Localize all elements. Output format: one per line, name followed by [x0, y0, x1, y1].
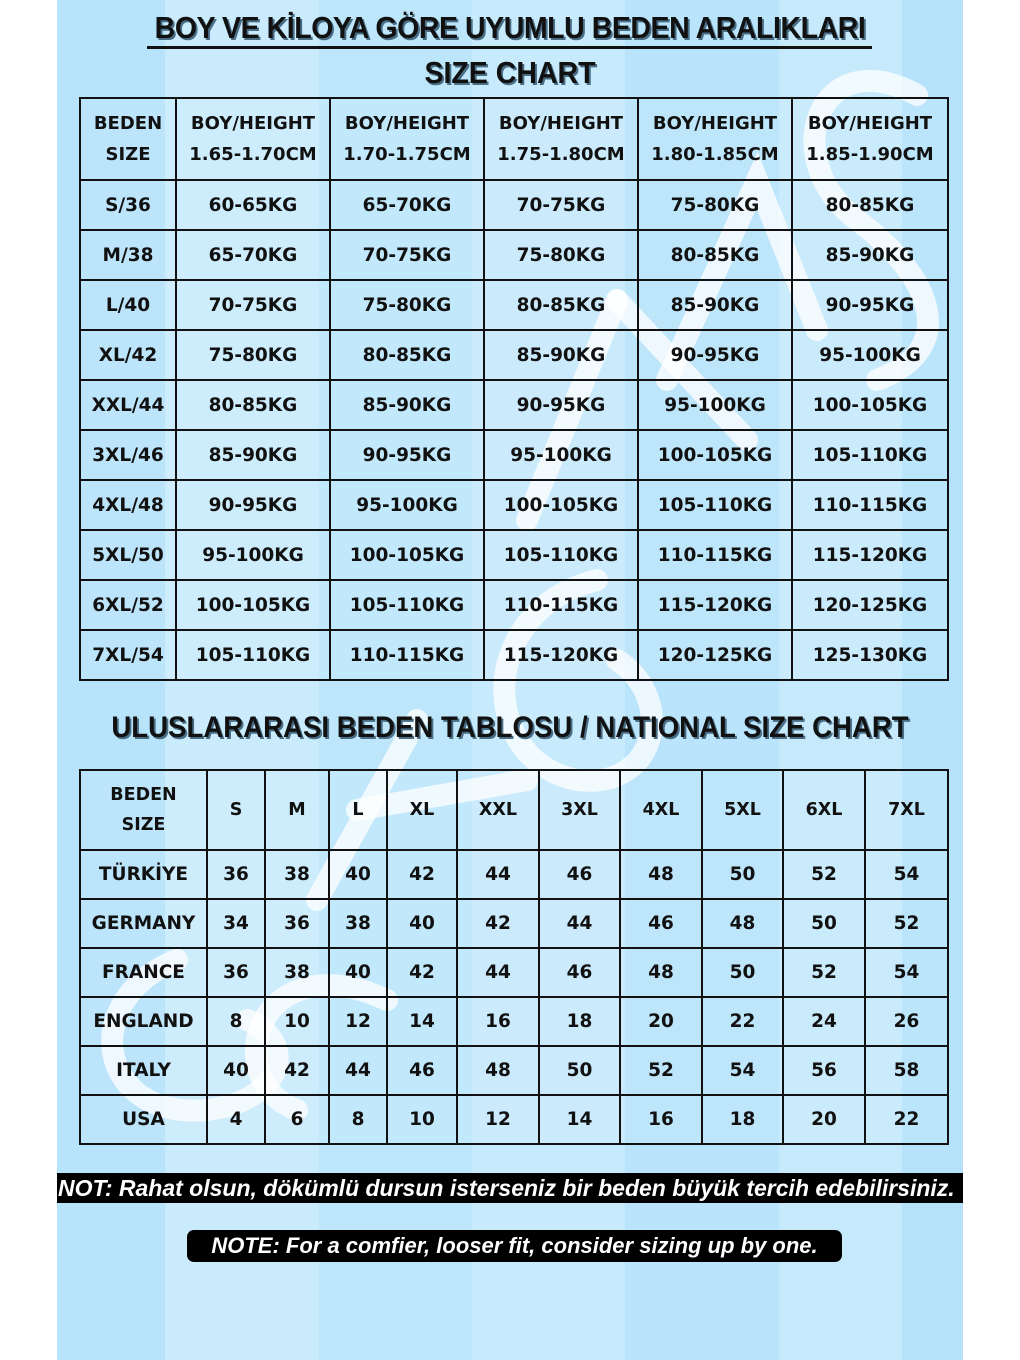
header-cell-size-code: 4XL	[620, 770, 702, 850]
size-value-cell: 48	[457, 1046, 539, 1095]
size-label-cell: L/40	[80, 280, 176, 330]
table-row	[80, 180, 948, 230]
size-value-cell: 44	[539, 899, 620, 948]
weight-cell: 75-80KG	[176, 330, 330, 380]
header-cell-height: BOY/HEIGHT 1.65-1.70CM	[176, 98, 330, 180]
size-value-cell: 16	[620, 1095, 702, 1144]
weight-cell: 115-120KG	[792, 530, 948, 580]
size-value-cell: 52	[865, 899, 948, 948]
country-label-cell: GERMANY	[80, 899, 207, 948]
weight-cell: 90-95KG	[638, 330, 792, 380]
table-header-row	[80, 770, 948, 850]
header-cell-size-code: L	[329, 770, 387, 850]
size-label-cell: 6XL/52	[80, 580, 176, 630]
size-label-cell: 7XL/54	[80, 630, 176, 680]
weight-cell: 70-75KG	[176, 280, 330, 330]
size-value-cell: 36	[207, 850, 265, 899]
table-row	[80, 1095, 948, 1144]
size-value-cell: 12	[457, 1095, 539, 1144]
size-label-cell: 5XL/50	[80, 530, 176, 580]
size-value-cell: 58	[865, 1046, 948, 1095]
size-value-cell: 50	[539, 1046, 620, 1095]
weight-cell: 85-90KG	[638, 280, 792, 330]
table-header-row	[80, 98, 948, 180]
weight-cell: 105-110KG	[792, 430, 948, 480]
size-label-cell: S/36	[80, 180, 176, 230]
country-label-cell: TÜRKİYE	[80, 850, 207, 899]
size-value-cell: 14	[539, 1095, 620, 1144]
weight-cell: 105-110KG	[484, 530, 638, 580]
note-turkish-banner: NOT: Rahat olsun, dökümlü dursun isterseniz bir beden büyük tercih edebilirsiniz.	[57, 1173, 963, 1203]
weight-cell: 75-80KG	[484, 230, 638, 280]
weight-cell: 95-100KG	[638, 380, 792, 430]
weight-cell: 100-105KG	[484, 480, 638, 530]
size-label-cell: XL/42	[80, 330, 176, 380]
size-value-cell: 18	[702, 1095, 783, 1144]
weight-cell: 60-65KG	[176, 180, 330, 230]
size-value-cell: 10	[265, 997, 329, 1046]
country-label-cell: ENGLAND	[80, 997, 207, 1046]
title-underline-divider	[147, 46, 872, 49]
header-cell-size-code: M	[265, 770, 329, 850]
table-row	[80, 948, 948, 997]
table-row	[80, 850, 948, 899]
weight-cell: 85-90KG	[176, 430, 330, 480]
size-value-cell: 22	[865, 1095, 948, 1144]
weight-cell: 70-75KG	[484, 180, 638, 230]
weight-cell: 80-85KG	[484, 280, 638, 330]
size-value-cell: 14	[387, 997, 457, 1046]
header-cell-height: BOY/HEIGHT 1.80-1.85CM	[638, 98, 792, 180]
size-value-cell: 40	[329, 850, 387, 899]
national-chart-title: ULUSLARARASI BEDEN TABLOSU / NATIONAL SIZE CHART	[111, 711, 909, 744]
header-cell-size: BEDEN SIZE	[80, 98, 176, 180]
size-value-cell: 56	[783, 1046, 865, 1095]
weight-cell: 70-75KG	[330, 230, 484, 280]
table-row	[80, 480, 948, 530]
size-value-cell: 46	[539, 850, 620, 899]
size-label-cell: 4XL/48	[80, 480, 176, 530]
header-cell-size-code: 6XL	[783, 770, 865, 850]
page-title-english: SIZE CHART	[424, 55, 596, 90]
size-value-cell: 44	[457, 850, 539, 899]
weight-cell: 75-80KG	[330, 280, 484, 330]
weight-cell: 80-85KG	[792, 180, 948, 230]
size-value-cell: 48	[702, 899, 783, 948]
weight-cell: 120-125KG	[638, 630, 792, 680]
weight-cell: 120-125KG	[792, 580, 948, 630]
size-value-cell: 6	[265, 1095, 329, 1144]
weight-cell: 110-115KG	[792, 480, 948, 530]
size-label-cell: M/38	[80, 230, 176, 280]
size-value-cell: 48	[620, 948, 702, 997]
weight-cell: 110-115KG	[484, 580, 638, 630]
size-value-cell: 54	[865, 850, 948, 899]
table-row	[80, 899, 948, 948]
size-value-cell: 50	[702, 850, 783, 899]
weight-cell: 80-85KG	[330, 330, 484, 380]
national-size-table	[79, 769, 949, 1145]
table-row	[80, 430, 948, 480]
size-value-cell: 54	[865, 948, 948, 997]
table-row	[80, 330, 948, 380]
weight-cell: 125-130KG	[792, 630, 948, 680]
header-cell-height: BOY/HEIGHT 1.70-1.75CM	[330, 98, 484, 180]
weight-cell: 115-120KG	[638, 580, 792, 630]
weight-cell: 105-110KG	[176, 630, 330, 680]
height-weight-size-table	[79, 97, 949, 681]
header-cell-size-code: S	[207, 770, 265, 850]
size-value-cell: 42	[387, 850, 457, 899]
header-cell-size: BEDEN SIZE	[80, 770, 207, 850]
table-row	[80, 230, 948, 280]
weight-cell: 85-90KG	[330, 380, 484, 430]
size-value-cell: 52	[620, 1046, 702, 1095]
size-value-cell: 4	[207, 1095, 265, 1144]
note-english-banner: NOTE: For a comfier, looser fit, consider sizing up by one.	[187, 1230, 842, 1262]
country-label-cell: FRANCE	[80, 948, 207, 997]
size-value-cell: 50	[783, 899, 865, 948]
weight-cell: 95-100KG	[176, 530, 330, 580]
weight-cell: 105-110KG	[638, 480, 792, 530]
size-value-cell: 12	[329, 997, 387, 1046]
header-cell-height: BOY/HEIGHT 1.75-1.80CM	[484, 98, 638, 180]
size-value-cell: 10	[387, 1095, 457, 1144]
size-value-cell: 46	[539, 948, 620, 997]
size-value-cell: 46	[620, 899, 702, 948]
size-value-cell: 8	[329, 1095, 387, 1144]
header-cell-size-code: 3XL	[539, 770, 620, 850]
table-row	[80, 530, 948, 580]
size-chart-page	[57, 0, 963, 1360]
weight-cell: 95-100KG	[330, 480, 484, 530]
size-value-cell: 36	[207, 948, 265, 997]
weight-cell: 115-120KG	[484, 630, 638, 680]
size-value-cell: 20	[783, 1095, 865, 1144]
size-value-cell: 42	[265, 1046, 329, 1095]
weight-cell: 65-70KG	[330, 180, 484, 230]
size-value-cell: 36	[265, 899, 329, 948]
size-value-cell: 44	[329, 1046, 387, 1095]
weight-cell: 90-95KG	[792, 280, 948, 330]
country-label-cell: ITALY	[80, 1046, 207, 1095]
header-cell-size-code: 7XL	[865, 770, 948, 850]
weight-cell: 105-110KG	[330, 580, 484, 630]
weight-cell: 85-90KG	[792, 230, 948, 280]
weight-cell: 110-115KG	[638, 530, 792, 580]
weight-cell: 100-105KG	[176, 580, 330, 630]
size-value-cell: 44	[457, 948, 539, 997]
weight-cell: 95-100KG	[484, 430, 638, 480]
size-value-cell: 52	[783, 948, 865, 997]
size-value-cell: 40	[387, 899, 457, 948]
table-row	[80, 380, 948, 430]
size-value-cell: 38	[265, 948, 329, 997]
size-value-cell: 8	[207, 997, 265, 1046]
table-row	[80, 1046, 948, 1095]
header-cell-size-code: 5XL	[702, 770, 783, 850]
size-value-cell: 48	[620, 850, 702, 899]
weight-cell: 100-105KG	[792, 380, 948, 430]
weight-cell: 85-90KG	[484, 330, 638, 380]
weight-cell: 75-80KG	[638, 180, 792, 230]
weight-cell: 95-100KG	[792, 330, 948, 380]
table-row	[80, 997, 948, 1046]
weight-cell: 90-95KG	[176, 480, 330, 530]
header-cell-size-code: XL	[387, 770, 457, 850]
page-title-turkish: BOY VE KİLOYA GÖRE UYUMLU BEDEN ARALIKLARI	[154, 10, 866, 45]
weight-cell: 80-85KG	[638, 230, 792, 280]
size-value-cell: 42	[457, 899, 539, 948]
size-label-cell: XXL/44	[80, 380, 176, 430]
size-value-cell: 40	[329, 948, 387, 997]
table-row	[80, 630, 948, 680]
size-label-cell: 3XL/46	[80, 430, 176, 480]
size-value-cell: 22	[702, 997, 783, 1046]
size-value-cell: 42	[387, 948, 457, 997]
size-value-cell: 54	[702, 1046, 783, 1095]
country-label-cell: USA	[80, 1095, 207, 1144]
size-value-cell: 34	[207, 899, 265, 948]
size-value-cell: 46	[387, 1046, 457, 1095]
size-value-cell: 18	[539, 997, 620, 1046]
weight-cell: 100-105KG	[638, 430, 792, 480]
size-value-cell: 38	[329, 899, 387, 948]
size-value-cell: 38	[265, 850, 329, 899]
size-value-cell: 20	[620, 997, 702, 1046]
weight-cell: 90-95KG	[484, 380, 638, 430]
table-row	[80, 280, 948, 330]
size-value-cell: 16	[457, 997, 539, 1046]
header-cell-height: BOY/HEIGHT 1.85-1.90CM	[792, 98, 948, 180]
size-value-cell: 24	[783, 997, 865, 1046]
size-value-cell: 40	[207, 1046, 265, 1095]
weight-cell: 100-105KG	[330, 530, 484, 580]
size-value-cell: 26	[865, 997, 948, 1046]
weight-cell: 90-95KG	[330, 430, 484, 480]
weight-cell: 110-115KG	[330, 630, 484, 680]
weight-cell: 80-85KG	[176, 380, 330, 430]
weight-cell: 65-70KG	[176, 230, 330, 280]
table-row	[80, 580, 948, 630]
header-cell-size-code: XXL	[457, 770, 539, 850]
size-value-cell: 52	[783, 850, 865, 899]
size-value-cell: 50	[702, 948, 783, 997]
